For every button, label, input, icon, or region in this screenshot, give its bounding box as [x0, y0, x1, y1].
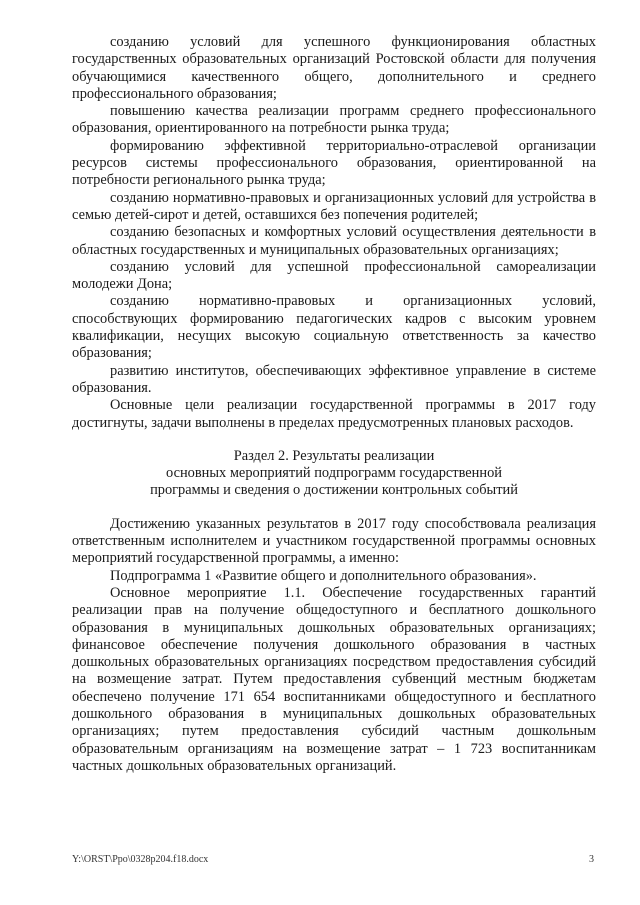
section-heading: [72, 448, 596, 500]
footer-file-path: Y:\ORST\Ppo\0328p204.f18.docx: [72, 854, 209, 865]
footer-page-number: 3: [589, 854, 594, 865]
section-heading-line: программы и сведения о достижении контрольных событий: [150, 482, 518, 499]
paragraph: Достижению указанных результатов в 2017 году способствовала реализация ответственным исполнителем и участником государственной программы основных мероприятий государственной программы, а именно:: [72, 515, 596, 567]
document-body: [72, 34, 596, 775]
paragraph: Основное мероприятие 1.1. Обеспечение государственных гарантий реализации прав на получение общедоступного и бесплатного дошкольного образования в муниципальных дошкольных образовательных организациях; финансовое обеспечение получения дошкольного образования в частных дошкольных образовательных организациях посредством предоставления субсидий на возмещение затрат. Путем предоставления субвенций местным бюджетам обеспечено получение 171 654 воспитанниками общедоступного и бесплатного дошкольного образования в муниципальных дошкольных образовательных организациях; путем предоставления субсидий частным дошкольным образовательным организациям на возмещение затрат – 1 723 воспитанникам частных дошкольных образовательных организаций.: [72, 584, 596, 774]
paragraph: созданию условий для успешной профессиональной самореализации молодежи Дона;: [72, 258, 596, 293]
paragraph: Основные цели реализации государственной программы в 2017 году достигнуты, задачи выполнены в пределах предусмотренных плановых расходов.: [72, 397, 596, 431]
paragraph: формированию эффективной территориально-отраслевой организации ресурсов системы профессионального образования, ориентированной на потребности регионального рынка труда;: [72, 137, 596, 189]
paragraph: Подпрограмма 1 «Развитие общего и дополнительного образования».: [110, 567, 537, 584]
paragraph: созданию условий для успешного функционирования областных государственных образовательных организаций Ростовской области для получения обучающимися качественного общего, дополнительного и среднего профессионального образования;: [72, 34, 596, 102]
paragraph: повышению качества реализации программ среднего профессионального образования, ориентированного на потребности рынка труда;: [72, 103, 596, 137]
section-heading-line: основных мероприятий подпрограмм государственной: [166, 465, 502, 482]
section-heading-line: Раздел 2. Результаты реализации: [233, 447, 435, 464]
paragraph: развитию институтов, обеспечивающих эффективное управление в системе образования.: [72, 362, 596, 396]
paragraph: созданию нормативно-правовых и организационных условий для устройства в семью детей-сирот и детей, оставшихся без попечения родителей;: [72, 189, 596, 223]
paragraph: созданию безопасных и комфортных условий осуществления деятельности в областных государственных и муниципальных образовательных организациях;: [72, 224, 596, 258]
paragraph: созданию нормативно-правовых и организационных условий, способствующих формированию педагогических кадров с высоким уровнем квалификации, несущих высокую социальную ответственность за качество образования;: [72, 293, 596, 362]
